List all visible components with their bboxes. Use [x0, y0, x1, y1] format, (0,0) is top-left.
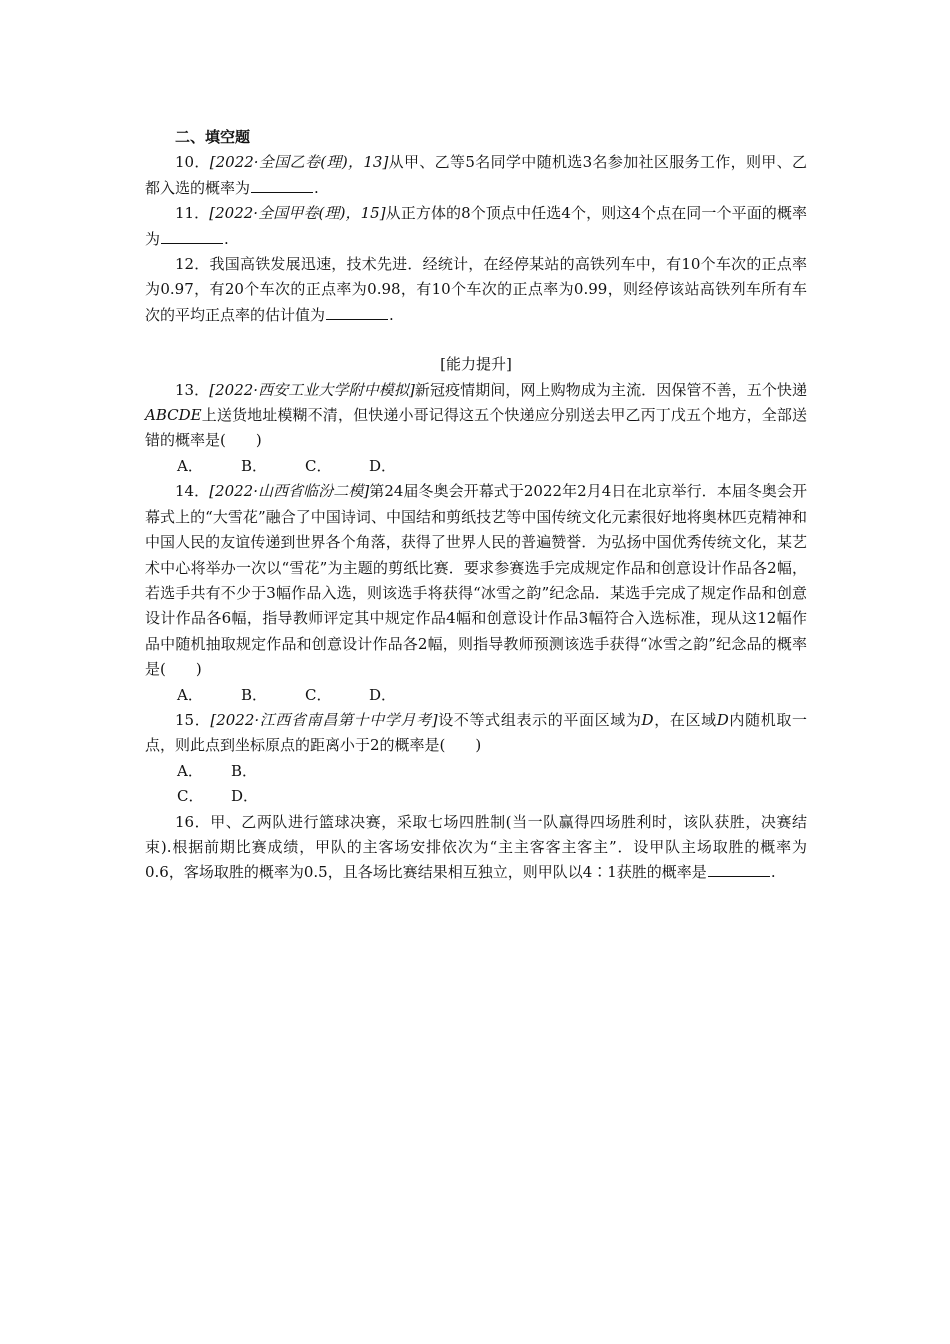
question-source: [2022·全国乙卷(理)，13] — [209, 153, 389, 172]
choice-b[interactable]: B． — [241, 685, 268, 704]
choice-d[interactable]: D． — [231, 787, 259, 806]
choice-b[interactable]: B． — [231, 761, 258, 780]
question-source: [2022·西安工业大学附中模拟] — [209, 380, 415, 399]
choices-15-row-2 — [145, 784, 807, 809]
question-12: 12．我国高铁发展迅速，技术先进．经统计，在经停某站的高铁列车中，有10个车次的正点率为0.97，有20个车次的正点率为0.98，有10个车次的正点率为0.99，则经停该站高铁列车所有车次的平均正点率的估计值为 . — [145, 255, 807, 324]
exam-page — [145, 125, 807, 886]
choice-d[interactable]: D． — [369, 456, 397, 475]
question-text: 甲、乙两队进行篮球决赛，采取七场四胜制(当一队赢得四场胜利时，该队获胜，决赛结束).根据前期比赛成绩，甲队的主客场安排依次为“主主客客主客主”．设甲队主场取胜的概率为0.6，客场取胜的概率为0.5，且各场比赛结果相互独立，则甲队以4∶1获胜的概率是 — [145, 812, 808, 882]
answer-blank[interactable] — [708, 861, 770, 877]
question-number: 10． — [175, 153, 210, 172]
question-13 — [145, 378, 807, 454]
question-source: [2022·山西省临汾二模] — [209, 482, 370, 501]
question-text: 从甲、乙等5名同学中随机选3名参加社区服务工作，则甲、乙都入选的概率为 — [145, 153, 807, 197]
choice-a[interactable]: A． — [177, 761, 203, 780]
variable: D — [641, 710, 654, 729]
choice-b[interactable]: B． — [241, 456, 268, 475]
question-number: 13． — [175, 380, 210, 399]
choice-d[interactable]: D． — [369, 685, 397, 704]
section-title: 二、填空题 — [175, 128, 251, 146]
choices-15-row-1 — [145, 759, 807, 784]
question-11: 11．[2022·全国甲卷(理)，15]从正方体的8个顶点中任选4个，则这4个点在同一个平面的概率为 . — [145, 204, 807, 248]
variable: ABCDE — [145, 406, 202, 425]
choice-a[interactable]: A． — [177, 685, 203, 704]
choice-c[interactable]: C． — [177, 787, 204, 806]
question-source: [2022·全国甲卷(理)，15] — [209, 204, 386, 223]
question-text: 我国高铁发展迅速，技术先进．经统计，在经停某站的高铁列车中，有10个车次的正点率为0.97，有20个车次的正点率为0.98，有10个车次的正点率为0.99，则经停该站高铁列车所有车次的平均正点率的估计值为 — [145, 255, 807, 324]
question-text: 上送货地址模糊不清，但快递小哥记得这五个快递应分别送去甲乙丙丁戊五个地方，全部送错的概率是( ) — [145, 406, 807, 450]
question-text: 第24届冬奥会开幕式于2022年2月4日在北京举行．本届冬奥会开幕式上的“大雪花”融合了中国诗词、中国结和剪纸技艺等中国传统文化元素很好地将奥林匹克精神和中国人民的友谊传递到世界各个角落，获得了世界人民的普遍赞誉．为弘扬中国优秀传统文化，某艺术中心将举办一次以“雪花”为主题的剪纸比赛．要求参赛选手完成规定作品和创意设计作品各2幅，若选手共有不少于3幅作品入选，则该选手将获得“冰雪之韵”纪念品．某选手完成了规定作品和创意设计作品各6幅，指导教师评定其中规定作品4幅和创意设计作品3幅符合入选标准，现从这12幅作品中随机抽取规定作品和创意设计作品各2幅，则指导教师预测该选手获得“冰雪之韵”纪念品的概率是( ) — [145, 482, 807, 679]
choice-a[interactable]: A． — [177, 456, 203, 475]
question-number: 16． — [175, 812, 211, 831]
question-text: ，在区域 — [653, 710, 717, 729]
choices-13 — [145, 454, 807, 479]
subsection-heading: [能力提升] — [440, 355, 512, 374]
question-15 — [145, 708, 807, 759]
answer-blank[interactable] — [251, 177, 313, 193]
question-text: 设不等式组表示的平面区域为 — [437, 710, 642, 729]
question-text: 内随机取一点，则此点到坐标原点的距离小于2的概率是( ) — [145, 710, 807, 755]
question-14 — [145, 479, 807, 682]
choice-c[interactable]: C． — [305, 685, 332, 704]
choice-c[interactable]: C． — [305, 456, 332, 475]
question-number: 15． — [175, 710, 211, 729]
question-text: 从正方体的8个顶点中任选4个，则这4个点在同一个平面的概率为 — [145, 204, 807, 248]
question-text: 新冠疫情期间，网上购物成为主流．因保管不善，五个快递 — [414, 380, 807, 399]
question-source: [2022·江西省南昌第十中学月考] — [210, 710, 438, 729]
answer-blank[interactable] — [326, 304, 388, 320]
question-16: 16．甲、乙两队进行篮球决赛，采取七场四胜制(当一队赢得四场胜利时，该队获胜，决赛结束).根据前期比赛成绩，甲队的主客场安排依次为“主主客客主客主”．设甲队主场取胜的概率为0.6，客场取胜的概率为0.5，且各场比赛结果相互独立，则甲队以4∶1获胜的概率是 . — [145, 812, 808, 882]
question-number: 11． — [175, 204, 210, 223]
question-10: 10．[2022·全国乙卷(理)，13]从甲、乙等5名同学中随机选3名参加社区服务工作，则甲、乙都入选的概率为 . — [145, 153, 807, 197]
variable: D — [716, 710, 729, 729]
choices-14 — [145, 683, 807, 708]
question-number: 12． — [175, 255, 210, 274]
question-number: 14． — [175, 482, 210, 501]
answer-blank[interactable] — [161, 228, 223, 244]
